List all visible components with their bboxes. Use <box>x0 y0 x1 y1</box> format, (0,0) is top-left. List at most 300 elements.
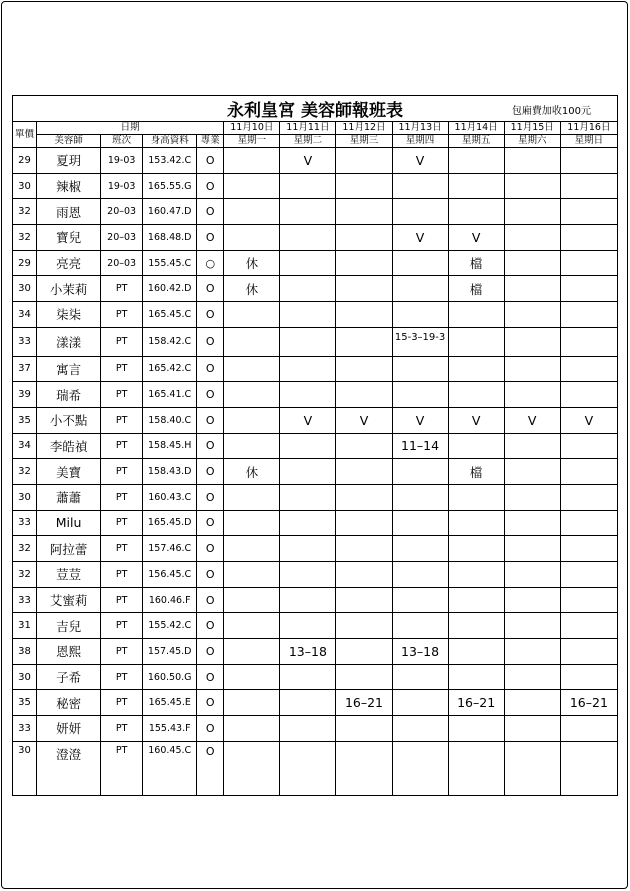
spec-cell: O <box>197 484 224 510</box>
schedule-cell: 檔 <box>448 250 504 276</box>
schedule-cell: 16–21 <box>336 690 392 716</box>
schedule-cell <box>224 302 280 328</box>
schedule-cell <box>504 148 560 174</box>
schedule-cell <box>224 690 280 716</box>
rate-cell: 32 <box>13 536 37 562</box>
schedule-cell <box>560 664 617 690</box>
schedule-cell <box>448 613 504 639</box>
spec-cell: O <box>197 356 224 382</box>
bio-cell: 160.47.D <box>143 199 197 225</box>
schedule-cell <box>504 199 560 225</box>
class-cell: 19-03 <box>101 148 143 174</box>
table-row <box>13 173 618 199</box>
bio-cell: 165.45.E <box>143 690 197 716</box>
bio-cell: 160.45.C <box>143 741 197 795</box>
schedule-cell <box>224 199 280 225</box>
page-title: 永利皇宮 美容師報班表 <box>227 101 403 121</box>
class-cell: PT <box>101 327 143 356</box>
name-cell: 夏玥 <box>37 148 101 174</box>
name-cell: 蕭蕭 <box>37 484 101 510</box>
schedule-cell <box>392 173 448 199</box>
schedule-cell <box>392 382 448 408</box>
schedule-cell: 11–14 <box>392 433 448 459</box>
rate-cell: 37 <box>13 356 37 382</box>
schedule-cell <box>448 484 504 510</box>
name-cell: Milu <box>37 510 101 536</box>
schedule-cell <box>392 459 448 485</box>
schedule-cell <box>280 510 336 536</box>
name-cell: 寓言 <box>37 356 101 382</box>
class-cell: 20–03 <box>101 225 143 251</box>
schedule-cell <box>504 250 560 276</box>
table-row <box>13 484 618 510</box>
table-row <box>13 639 618 665</box>
name-cell: 亮亮 <box>37 250 101 276</box>
schedule-cell <box>392 276 448 302</box>
schedule-cell <box>336 536 392 562</box>
bio-cell: 168.48.D <box>143 225 197 251</box>
rate-cell: 32 <box>13 225 37 251</box>
schedule-cell <box>224 173 280 199</box>
table-row <box>13 382 618 408</box>
name-cell: 澄澄 <box>37 741 101 795</box>
schedule-cell: 13–18 <box>392 639 448 665</box>
schedule-cell <box>224 356 280 382</box>
bio-cell: 157.46.C <box>143 536 197 562</box>
schedule-cell <box>224 536 280 562</box>
name-cell: 李皓禎 <box>37 433 101 459</box>
table-row <box>13 148 618 174</box>
name-cell: 辣椒 <box>37 173 101 199</box>
header-date: 11月14日 <box>448 122 504 135</box>
class-cell: PT <box>101 664 143 690</box>
bio-cell: 160.42.D <box>143 276 197 302</box>
schedule-cell: V <box>280 407 336 433</box>
rate-cell: 39 <box>13 382 37 408</box>
schedule-cell <box>504 664 560 690</box>
schedule-cell <box>336 148 392 174</box>
schedule-cell <box>504 587 560 613</box>
name-cell: 雨恩 <box>37 199 101 225</box>
class-cell: PT <box>101 510 143 536</box>
class-cell: PT <box>101 613 143 639</box>
schedule-cell <box>280 173 336 199</box>
table-row <box>13 536 618 562</box>
schedule-cell <box>224 639 280 665</box>
schedule-cell <box>504 459 560 485</box>
schedule-cell <box>560 433 617 459</box>
schedule-cell <box>560 356 617 382</box>
schedule-cell <box>336 433 392 459</box>
spec-cell: O <box>197 173 224 199</box>
schedule-cell <box>448 356 504 382</box>
rate-cell: 33 <box>13 510 37 536</box>
schedule-cell <box>448 302 504 328</box>
schedule-cell <box>504 327 560 356</box>
schedule-cell <box>560 716 617 742</box>
schedule-cell <box>504 276 560 302</box>
schedule-cell <box>336 173 392 199</box>
bio-cell: 156.45.C <box>143 562 197 588</box>
schedule-cell <box>392 741 448 795</box>
schedule-cell <box>392 613 448 639</box>
header-weekday: 星期二 <box>280 135 336 148</box>
header-rate: 單價 <box>13 122 37 148</box>
schedule-cell <box>280 276 336 302</box>
schedule-cell <box>560 250 617 276</box>
title-bar <box>13 96 618 122</box>
schedule-cell <box>280 716 336 742</box>
schedule-cell <box>280 250 336 276</box>
name-cell: 小不點 <box>37 407 101 433</box>
rate-cell: 35 <box>13 690 37 716</box>
schedule-cell <box>504 173 560 199</box>
header-weekday: 星期五 <box>448 135 504 148</box>
class-cell: PT <box>101 276 143 302</box>
schedule-cell <box>504 302 560 328</box>
bio-cell: 165.55.G <box>143 173 197 199</box>
schedule-cell <box>224 510 280 536</box>
spec-cell: O <box>197 562 224 588</box>
schedule-cell <box>392 199 448 225</box>
spec-cell: O <box>197 510 224 536</box>
spec-cell: O <box>197 459 224 485</box>
rate-cell: 29 <box>13 250 37 276</box>
schedule-cell: 休 <box>224 276 280 302</box>
class-cell: PT <box>101 690 143 716</box>
class-cell: PT <box>101 741 143 795</box>
schedule-cell <box>336 276 392 302</box>
schedule-cell <box>336 484 392 510</box>
schedule-cell: 16–21 <box>448 690 504 716</box>
schedule-cell <box>560 510 617 536</box>
schedule-cell <box>448 510 504 536</box>
schedule-cell <box>504 510 560 536</box>
schedule-cell <box>224 225 280 251</box>
schedule-cell <box>280 741 336 795</box>
schedule-cell <box>280 587 336 613</box>
rate-cell: 32 <box>13 459 37 485</box>
schedule-cell <box>280 536 336 562</box>
table-row <box>13 433 618 459</box>
rate-cell: 33 <box>13 327 37 356</box>
schedule-cell <box>336 459 392 485</box>
schedule-cell <box>448 382 504 408</box>
schedule-cell: V <box>336 407 392 433</box>
schedule-cell <box>392 356 448 382</box>
table-row <box>13 690 618 716</box>
bio-cell: 155.42.C <box>143 613 197 639</box>
rate-cell: 31 <box>13 613 37 639</box>
schedule-cell <box>336 741 392 795</box>
schedule-cell <box>336 562 392 588</box>
class-cell: PT <box>101 302 143 328</box>
class-cell: 20–03 <box>101 250 143 276</box>
schedule-cell <box>504 716 560 742</box>
spec-cell: O <box>197 587 224 613</box>
schedule-cell <box>280 199 336 225</box>
name-cell: 小茉莉 <box>37 276 101 302</box>
schedule-cell: V <box>448 407 504 433</box>
class-cell: PT <box>101 356 143 382</box>
schedule-cell <box>504 613 560 639</box>
bio-cell: 160.43.C <box>143 484 197 510</box>
name-cell: 漾漾 <box>37 327 101 356</box>
class-cell: PT <box>101 639 143 665</box>
name-cell: 吉兒 <box>37 613 101 639</box>
schedule-cell <box>280 225 336 251</box>
schedule-cell <box>560 199 617 225</box>
header-weekday: 星期一 <box>224 135 280 148</box>
class-cell: PT <box>101 382 143 408</box>
class-cell: 19-03 <box>101 173 143 199</box>
header-weekday: 星期六 <box>504 135 560 148</box>
schedule-cell <box>448 327 504 356</box>
name-cell: 恩熙 <box>37 639 101 665</box>
class-cell: PT <box>101 716 143 742</box>
schedule-cell <box>560 741 617 795</box>
schedule-cell <box>560 173 617 199</box>
schedule-cell: V <box>504 407 560 433</box>
schedule-cell <box>448 664 504 690</box>
schedule-cell <box>448 587 504 613</box>
schedule-cell <box>392 250 448 276</box>
rate-cell: 33 <box>13 716 37 742</box>
spec-cell: O <box>197 407 224 433</box>
bio-cell: 165.41.C <box>143 382 197 408</box>
schedule-cell <box>280 327 336 356</box>
bio-cell: 157.45.D <box>143 639 197 665</box>
rate-cell: 34 <box>13 302 37 328</box>
table-row <box>13 459 618 485</box>
header-date: 11月11日 <box>280 122 336 135</box>
table-row <box>13 356 618 382</box>
class-cell: PT <box>101 562 143 588</box>
schedule-cell: V <box>280 148 336 174</box>
table-row <box>13 562 618 588</box>
schedule-cell <box>224 382 280 408</box>
bio-cell: 160.46.F <box>143 587 197 613</box>
schedule-cell <box>280 356 336 382</box>
schedule-cell <box>560 302 617 328</box>
schedule-cell <box>336 510 392 536</box>
schedule-cell <box>504 382 560 408</box>
header-date: 11月15日 <box>504 122 560 135</box>
rate-cell: 33 <box>13 587 37 613</box>
schedule-cell <box>560 613 617 639</box>
schedule-cell <box>224 433 280 459</box>
spec-cell: O <box>197 199 224 225</box>
schedule-cell <box>560 382 617 408</box>
rate-cell: 30 <box>13 664 37 690</box>
class-cell: PT <box>101 433 143 459</box>
name-cell: 柒柒 <box>37 302 101 328</box>
schedule-cell <box>448 741 504 795</box>
table-row <box>13 510 618 536</box>
schedule-cell <box>280 562 336 588</box>
table-row <box>13 250 618 276</box>
header-weekday: 星期日 <box>560 135 617 148</box>
schedule-cell <box>280 382 336 408</box>
schedule-cell <box>224 664 280 690</box>
schedule-cell <box>224 327 280 356</box>
schedule-cell <box>280 459 336 485</box>
header-date: 11月10日 <box>224 122 280 135</box>
table-row <box>13 664 618 690</box>
schedule-cell: 休 <box>224 459 280 485</box>
schedule-cell <box>392 562 448 588</box>
schedule-cell <box>392 716 448 742</box>
schedule-cell: V <box>448 225 504 251</box>
table-row <box>13 716 618 742</box>
schedule-cell <box>280 433 336 459</box>
bio-cell: 155.43.F <box>143 716 197 742</box>
spec-cell: O <box>197 613 224 639</box>
name-cell: 子希 <box>37 664 101 690</box>
schedule-cell <box>336 716 392 742</box>
class-cell: PT <box>101 484 143 510</box>
header-date: 11月13日 <box>392 122 448 135</box>
schedule-cell <box>560 536 617 562</box>
schedule-cell <box>448 639 504 665</box>
spec-cell: O <box>197 382 224 408</box>
rate-cell: 29 <box>13 148 37 174</box>
bio-cell: 158.45.H <box>143 433 197 459</box>
bio-cell: 158.43.D <box>143 459 197 485</box>
schedule-cell: 13–18 <box>280 639 336 665</box>
table-row <box>13 302 618 328</box>
schedule-cell <box>336 225 392 251</box>
schedule-cell <box>336 382 392 408</box>
schedule-cell <box>448 716 504 742</box>
schedule-cell <box>224 148 280 174</box>
schedule-cell <box>560 562 617 588</box>
bio-cell: 153.42.C <box>143 148 197 174</box>
schedule-cell <box>280 484 336 510</box>
schedule-cell <box>336 664 392 690</box>
spec-cell: O <box>197 690 224 716</box>
table-row <box>13 225 618 251</box>
schedule-cell <box>392 664 448 690</box>
schedule-cell <box>448 562 504 588</box>
schedule-cell <box>336 327 392 356</box>
rate-cell: 32 <box>13 199 37 225</box>
class-cell: PT <box>101 587 143 613</box>
schedule-cell <box>560 327 617 356</box>
schedule-cell <box>336 587 392 613</box>
schedule-cell: 16–21 <box>560 690 617 716</box>
spec-cell: O <box>197 664 224 690</box>
schedule-cell <box>336 199 392 225</box>
schedule-cell <box>224 407 280 433</box>
schedule-cell <box>224 741 280 795</box>
rate-cell: 30 <box>13 276 37 302</box>
bio-cell: 165.45.C <box>143 302 197 328</box>
schedule-cell <box>560 587 617 613</box>
schedule-cell <box>336 356 392 382</box>
table-row <box>13 276 618 302</box>
schedule-cell: V <box>392 148 448 174</box>
rate-cell: 30 <box>13 173 37 199</box>
name-cell: 秘密 <box>37 690 101 716</box>
schedule-cell <box>392 587 448 613</box>
schedule-cell: 檔 <box>448 459 504 485</box>
spec-cell: ○ <box>197 250 224 276</box>
rate-cell: 32 <box>13 562 37 588</box>
header-class: 班次 <box>101 135 143 148</box>
schedule-cell <box>392 510 448 536</box>
schedule-cell <box>560 484 617 510</box>
schedule-cell <box>504 356 560 382</box>
spec-cell: O <box>197 327 224 356</box>
bio-cell: 158.40.C <box>143 407 197 433</box>
header-weekday: 星期三 <box>336 135 392 148</box>
bio-cell: 158.42.C <box>143 327 197 356</box>
name-cell: 艾蜜莉 <box>37 587 101 613</box>
schedule-cell: 休 <box>224 250 280 276</box>
schedule-cell <box>392 302 448 328</box>
schedule-cell <box>560 639 617 665</box>
bio-cell: 160.50.G <box>143 664 197 690</box>
bio-cell: 165.42.C <box>143 356 197 382</box>
schedule-cell <box>504 225 560 251</box>
spec-cell: O <box>197 741 224 795</box>
rate-cell: 38 <box>13 639 37 665</box>
name-cell: 瑞希 <box>37 382 101 408</box>
table-row <box>13 613 618 639</box>
schedule-cell <box>392 536 448 562</box>
header-bio: 身高資料 <box>143 135 197 148</box>
schedule-cell <box>336 639 392 665</box>
schedule-cell: 15-3–19-3 <box>392 327 448 356</box>
header-date-label: 日期 <box>37 122 224 135</box>
spec-cell: O <box>197 536 224 562</box>
name-cell: 美寶 <box>37 459 101 485</box>
header-spec: 專業 <box>197 135 224 148</box>
table-row <box>13 741 618 795</box>
spec-cell: O <box>197 148 224 174</box>
spec-cell: O <box>197 225 224 251</box>
schedule-cell <box>280 664 336 690</box>
schedule-cell <box>224 484 280 510</box>
name-cell: 寶兒 <box>37 225 101 251</box>
spec-cell: O <box>197 276 224 302</box>
schedule-cell <box>504 639 560 665</box>
schedule-cell <box>504 690 560 716</box>
schedule-cell: V <box>392 407 448 433</box>
schedule-cell <box>448 536 504 562</box>
schedule-cell <box>224 613 280 639</box>
spec-cell: O <box>197 716 224 742</box>
header-date: 11月12日 <box>336 122 392 135</box>
bio-cell: 155.45.C <box>143 250 197 276</box>
schedule-cell: V <box>560 407 617 433</box>
name-cell: 妍妍 <box>37 716 101 742</box>
schedule-cell <box>560 148 617 174</box>
schedule-cell <box>560 276 617 302</box>
header-name: 美容師 <box>37 135 101 148</box>
schedule-cell <box>448 199 504 225</box>
header-date: 11月16日 <box>560 122 617 135</box>
rate-cell: 34 <box>13 433 37 459</box>
schedule-cell: V <box>392 225 448 251</box>
schedule-cell <box>448 173 504 199</box>
schedule-cell <box>224 716 280 742</box>
schedule-cell <box>336 250 392 276</box>
schedule-cell <box>336 302 392 328</box>
spec-cell: O <box>197 639 224 665</box>
roster-table <box>12 95 618 796</box>
